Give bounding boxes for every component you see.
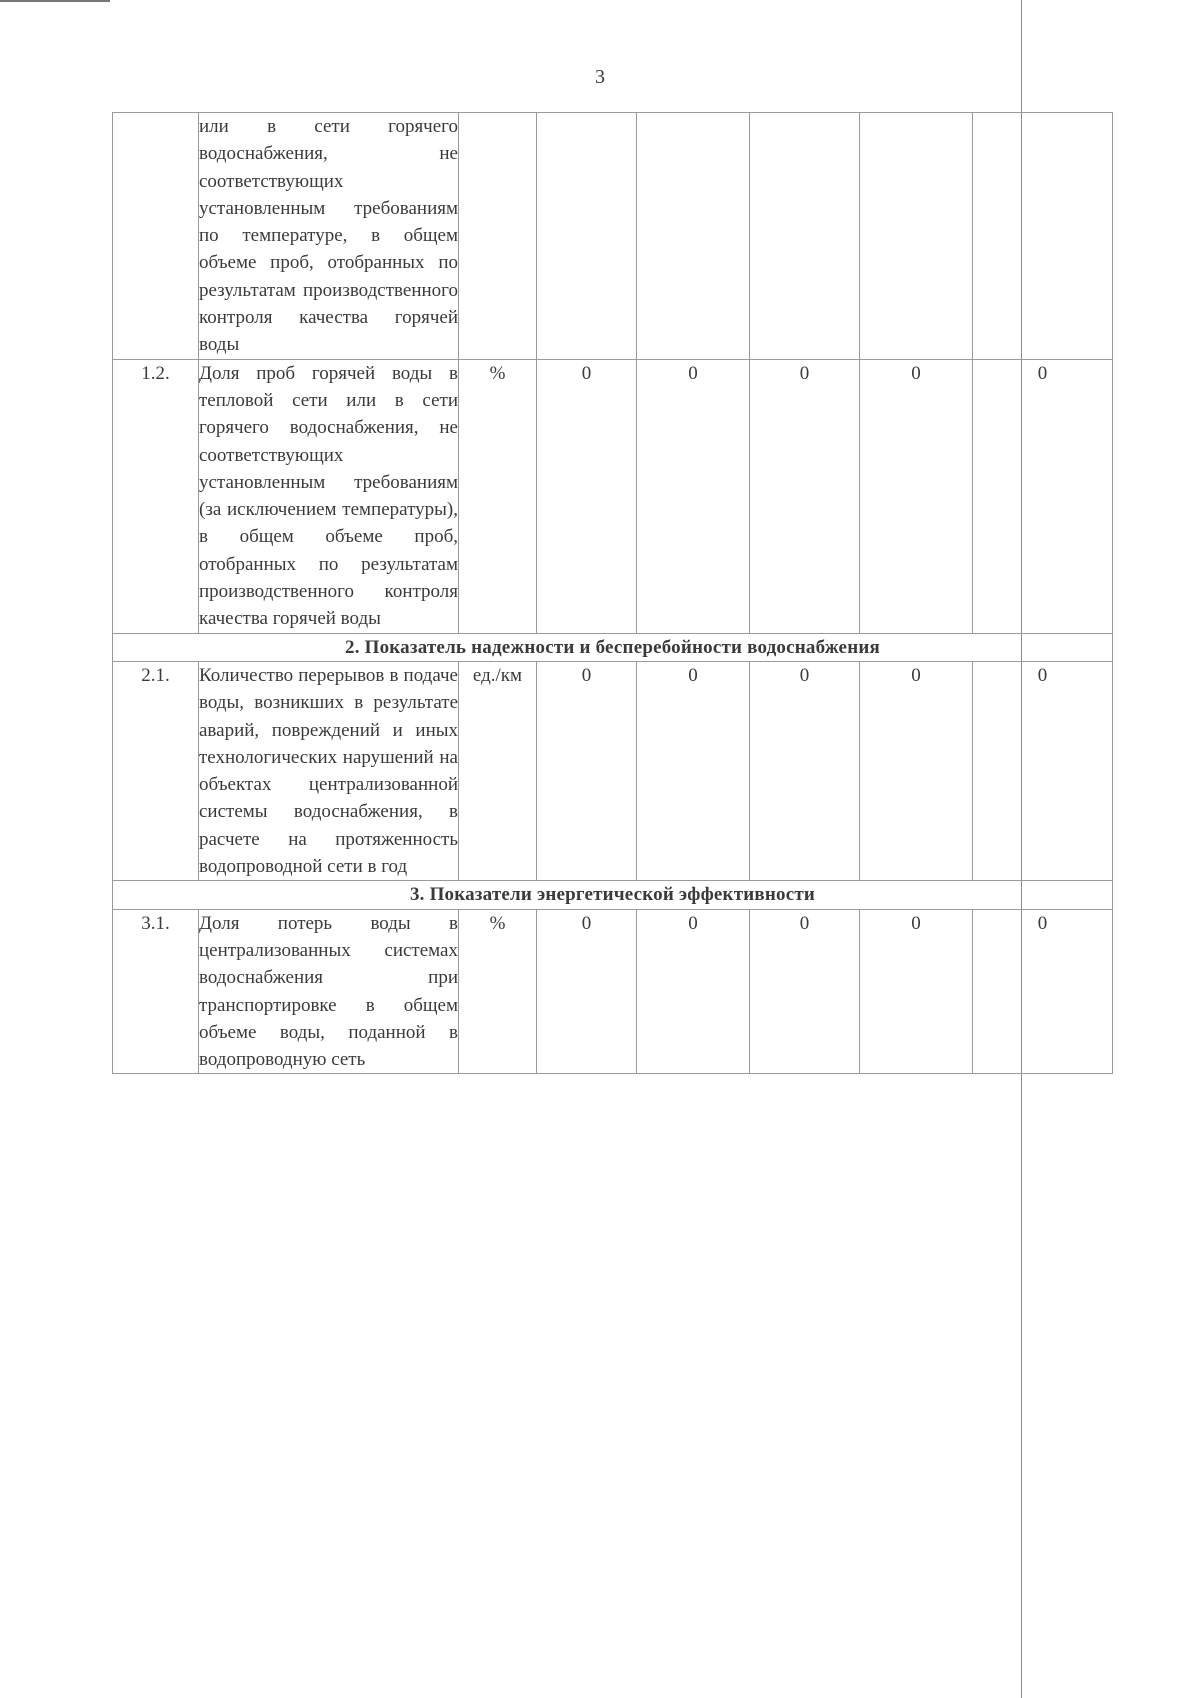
value-cell: [750, 113, 860, 360]
value-cell: 0: [750, 661, 860, 880]
table-row: [113, 113, 1113, 360]
page-number: 3: [595, 66, 605, 88]
indicator-description: Доля потерь воды в централизованных системах водоснабжения при транспортировке в общем объеме воды, поданной в водопроводную сеть: [199, 909, 459, 1074]
indicator-description: Доля проб горячей воды в тепловой сети или в сети горячего водоснабжения, не соответствующих установленным требованиям (за исключением температуры), в общем объеме проб, отобранных по результатам производственного контроля качества горячей воды: [199, 359, 459, 633]
indicator-description: или в сети горячего водоснабжения, не соответствующих установленным требованиям по температуре, в общем объеме проб, отобранных по результатам производственного контроля качества горячей воды: [199, 113, 459, 360]
value-cell: [537, 113, 637, 360]
value-cell: 0: [973, 661, 1113, 880]
value-cell: 0: [537, 661, 637, 880]
indicator-description: Количество перерывов в подаче воды, возникших в результате аварий, повреждений и иных технологических нарушений на объектах централизованной системы водоснабжения, в расчете на протяженность водопроводной сети в год: [199, 661, 459, 880]
value-cell: 0: [973, 359, 1113, 633]
section-title: 3. Показатели энергетической эффективности: [113, 881, 1113, 909]
table-row: [113, 909, 1113, 1074]
value-cell: 0: [637, 909, 750, 1074]
value-cell: 0: [860, 909, 973, 1074]
section-header-row: [113, 881, 1113, 909]
section-header-row: [113, 633, 1113, 661]
value-cell: 0: [537, 359, 637, 633]
value-cell: 0: [860, 661, 973, 880]
row-number: 1.2.: [113, 359, 199, 633]
row-number: 2.1.: [113, 661, 199, 880]
value-cell: 0: [860, 359, 973, 633]
value-cell: 0: [637, 661, 750, 880]
unit-cell: %: [459, 909, 537, 1074]
row-number: [113, 113, 199, 360]
indicators-table: [112, 112, 1113, 1074]
value-cell: 0: [637, 359, 750, 633]
value-cell: 0: [750, 909, 860, 1074]
unit-cell: %: [459, 359, 537, 633]
unit-cell: [459, 113, 537, 360]
value-cell: 0: [750, 359, 860, 633]
row-number: 3.1.: [113, 909, 199, 1074]
value-cell: [860, 113, 973, 360]
scan-corner-mark: [0, 0, 110, 2]
value-cell: 0: [973, 909, 1113, 1074]
section-title: 2. Показатель надежности и бесперебойности водоснабжения: [113, 633, 1113, 661]
value-cell: [973, 113, 1113, 360]
value-cell: [637, 113, 750, 360]
table-row: [113, 359, 1113, 633]
value-cell: 0: [537, 909, 637, 1074]
unit-cell: ед./км: [459, 661, 537, 880]
table-row: [113, 661, 1113, 880]
